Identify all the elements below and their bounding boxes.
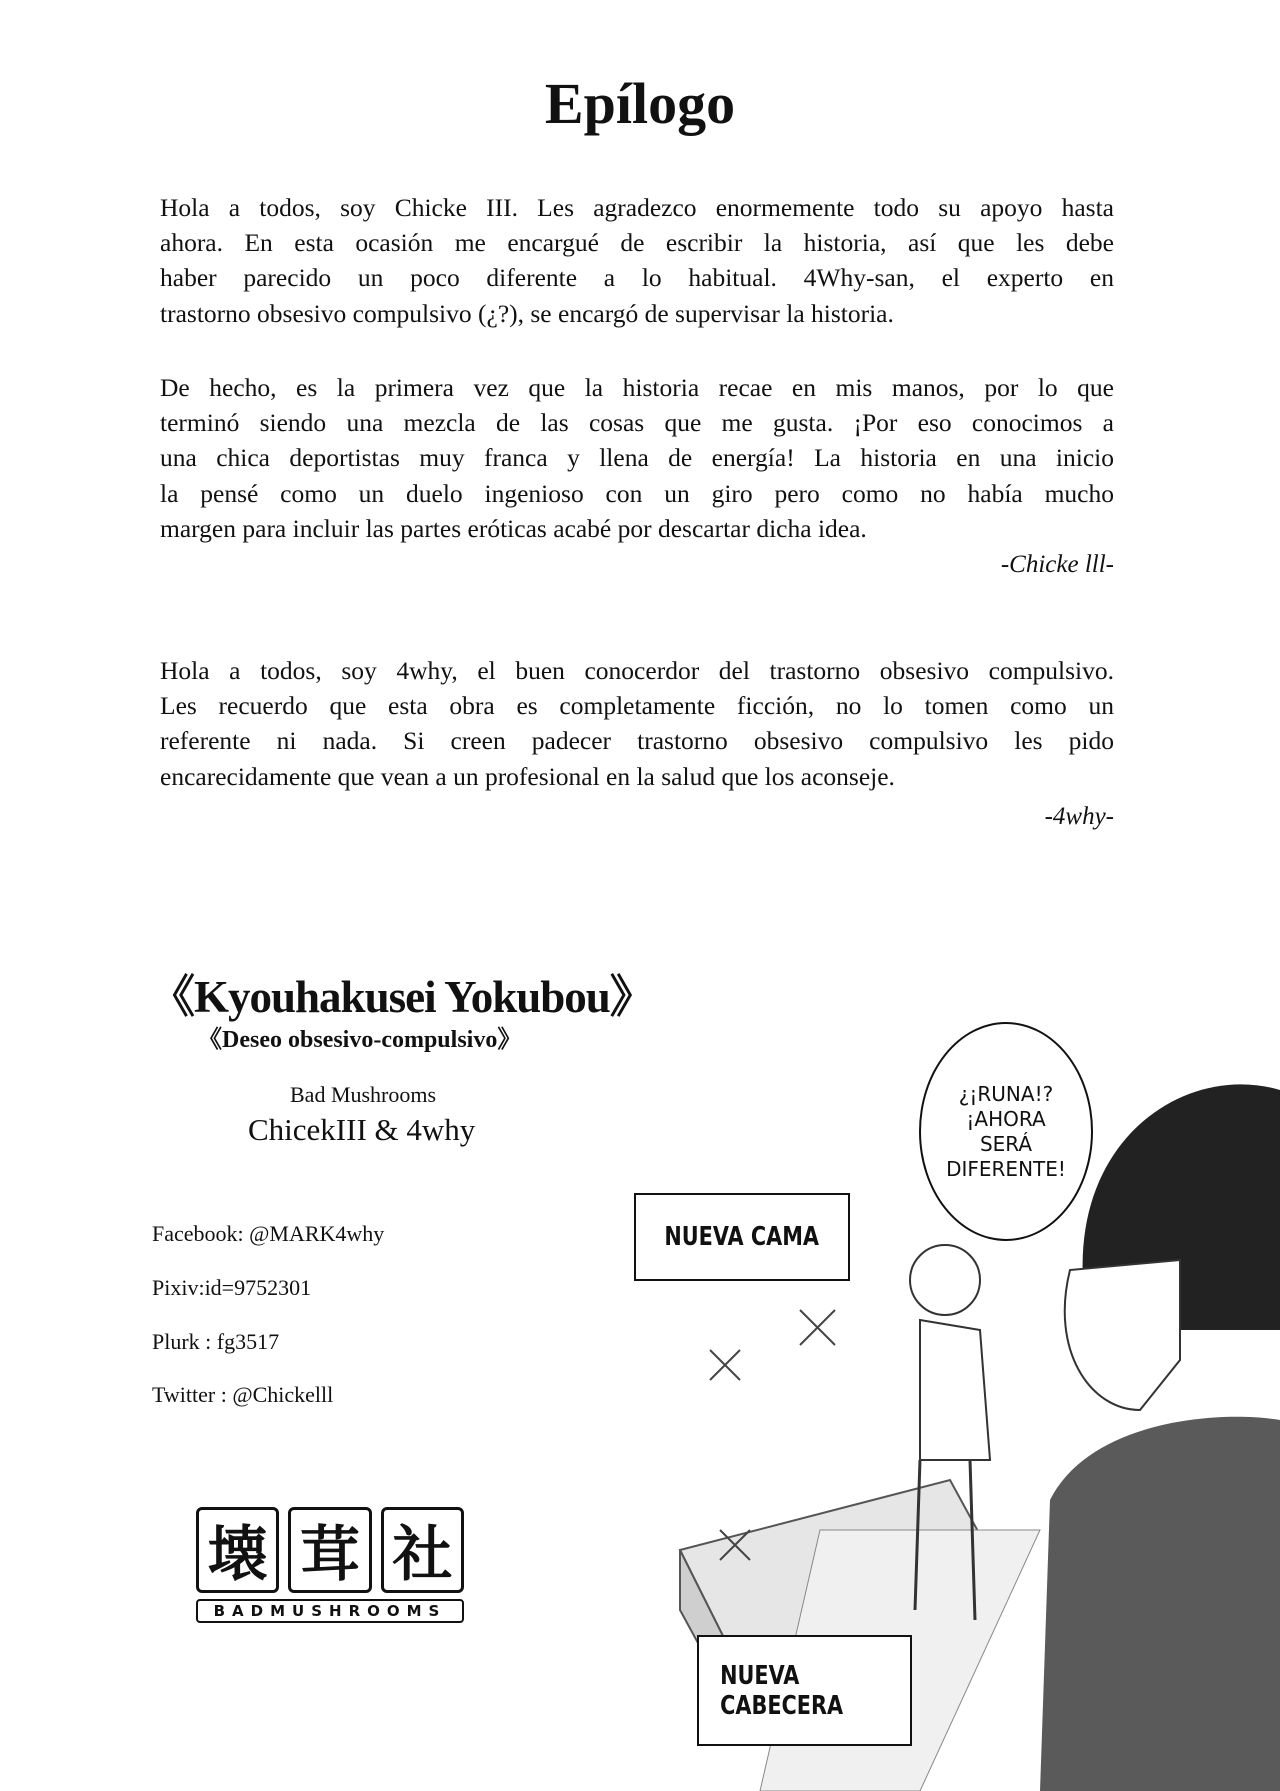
text-line: encarecidamente que vean a un profesional en la salud que los aconseje. xyxy=(160,761,895,791)
badmushrooms-logo xyxy=(196,1507,464,1623)
text-line: Les recuerdo que esta obra es completamente ficción, no lo tomen como un xyxy=(160,691,1114,721)
paragraph-chicke xyxy=(160,190,1114,331)
signature-chicke: -Chicke lll- xyxy=(1000,551,1114,578)
note-label: NUEVA CAMA xyxy=(664,1222,820,1252)
text-line: la pensé como un duelo ingenioso con un giro pero como no había mucho xyxy=(160,478,1114,508)
social-plurk: Plurk : fg3517 xyxy=(152,1329,280,1354)
note-label: NUEVA CABECERA xyxy=(720,1660,844,1721)
work-subtitle: 《Deseo obsesivo-compulsivo》 xyxy=(198,1027,522,1053)
logo-kanji: 茸 xyxy=(288,1507,371,1593)
logo-kanji: 社 xyxy=(381,1507,464,1593)
text-line: terminó siendo una mezcla de las cosas que me gusta. ¡Por eso conocimos a xyxy=(160,408,1114,438)
text-line: De hecho, es la primera vez que la historia recae en mis manos, por lo que xyxy=(160,373,1114,402)
text-line: referente ni nada. Si creen padecer trastorno obsesivo compulsivo les pido xyxy=(160,726,1114,756)
text-line: ahora. En esta ocasión me encargué de escribir la historia, así que les debe xyxy=(160,228,1114,258)
note-nueva-cama xyxy=(634,1193,850,1281)
bubble-line: DIFERENTE! xyxy=(946,1156,1066,1181)
work-title: 《Kyouhakusei Yokubou》 xyxy=(150,972,654,1022)
text-line: haber parecido un poco diferente a lo habitual. 4Why-san, el experto en xyxy=(160,263,1114,293)
bubble-line: SERÁ xyxy=(979,1131,1033,1156)
speech-bubble xyxy=(919,1022,1093,1241)
page-title: Epílogo xyxy=(544,71,736,136)
bubble-line: ¿¡RUNA!? xyxy=(958,1081,1054,1106)
text-line: Hola a todos, soy 4why, el buen conocerdor del trastorno obsesivo compulsivo. xyxy=(160,656,1114,685)
logo-kanji: 壊 xyxy=(196,1507,279,1593)
text-line: trastorno obsesivo compulsivo (¿?), se encargó de supervisar la historia. xyxy=(160,298,894,328)
social-pixiv: Pixiv:id=9752301 xyxy=(152,1275,312,1300)
logo-text: BADMUSHROOMS xyxy=(196,1599,464,1623)
text-line: margen para incluir las partes eróticas acabé por descartar dicha idea. xyxy=(160,513,867,543)
social-twitter: Twitter : @Chickelll xyxy=(152,1382,334,1407)
text-line: una chica deportistas muy franca y llena de energía! La historia en una inicio xyxy=(160,443,1114,473)
paragraph-chicke-2 xyxy=(160,370,1114,546)
paragraph-4why xyxy=(160,653,1114,794)
bubble-line: ¡AHORA xyxy=(966,1106,1046,1131)
signature-4why: -4why- xyxy=(1044,803,1114,830)
social-facebook: Facebook: @MARK4why xyxy=(152,1221,385,1246)
circle-name: Bad Mushrooms xyxy=(290,1082,437,1107)
note-nueva-cabecera xyxy=(697,1635,912,1746)
text-line: Hola a todos, soy Chicke III. Les agradezco enormemente todo su apoyo hasta xyxy=(160,193,1114,222)
authors: ChicekIII & 4why xyxy=(248,1112,476,1147)
